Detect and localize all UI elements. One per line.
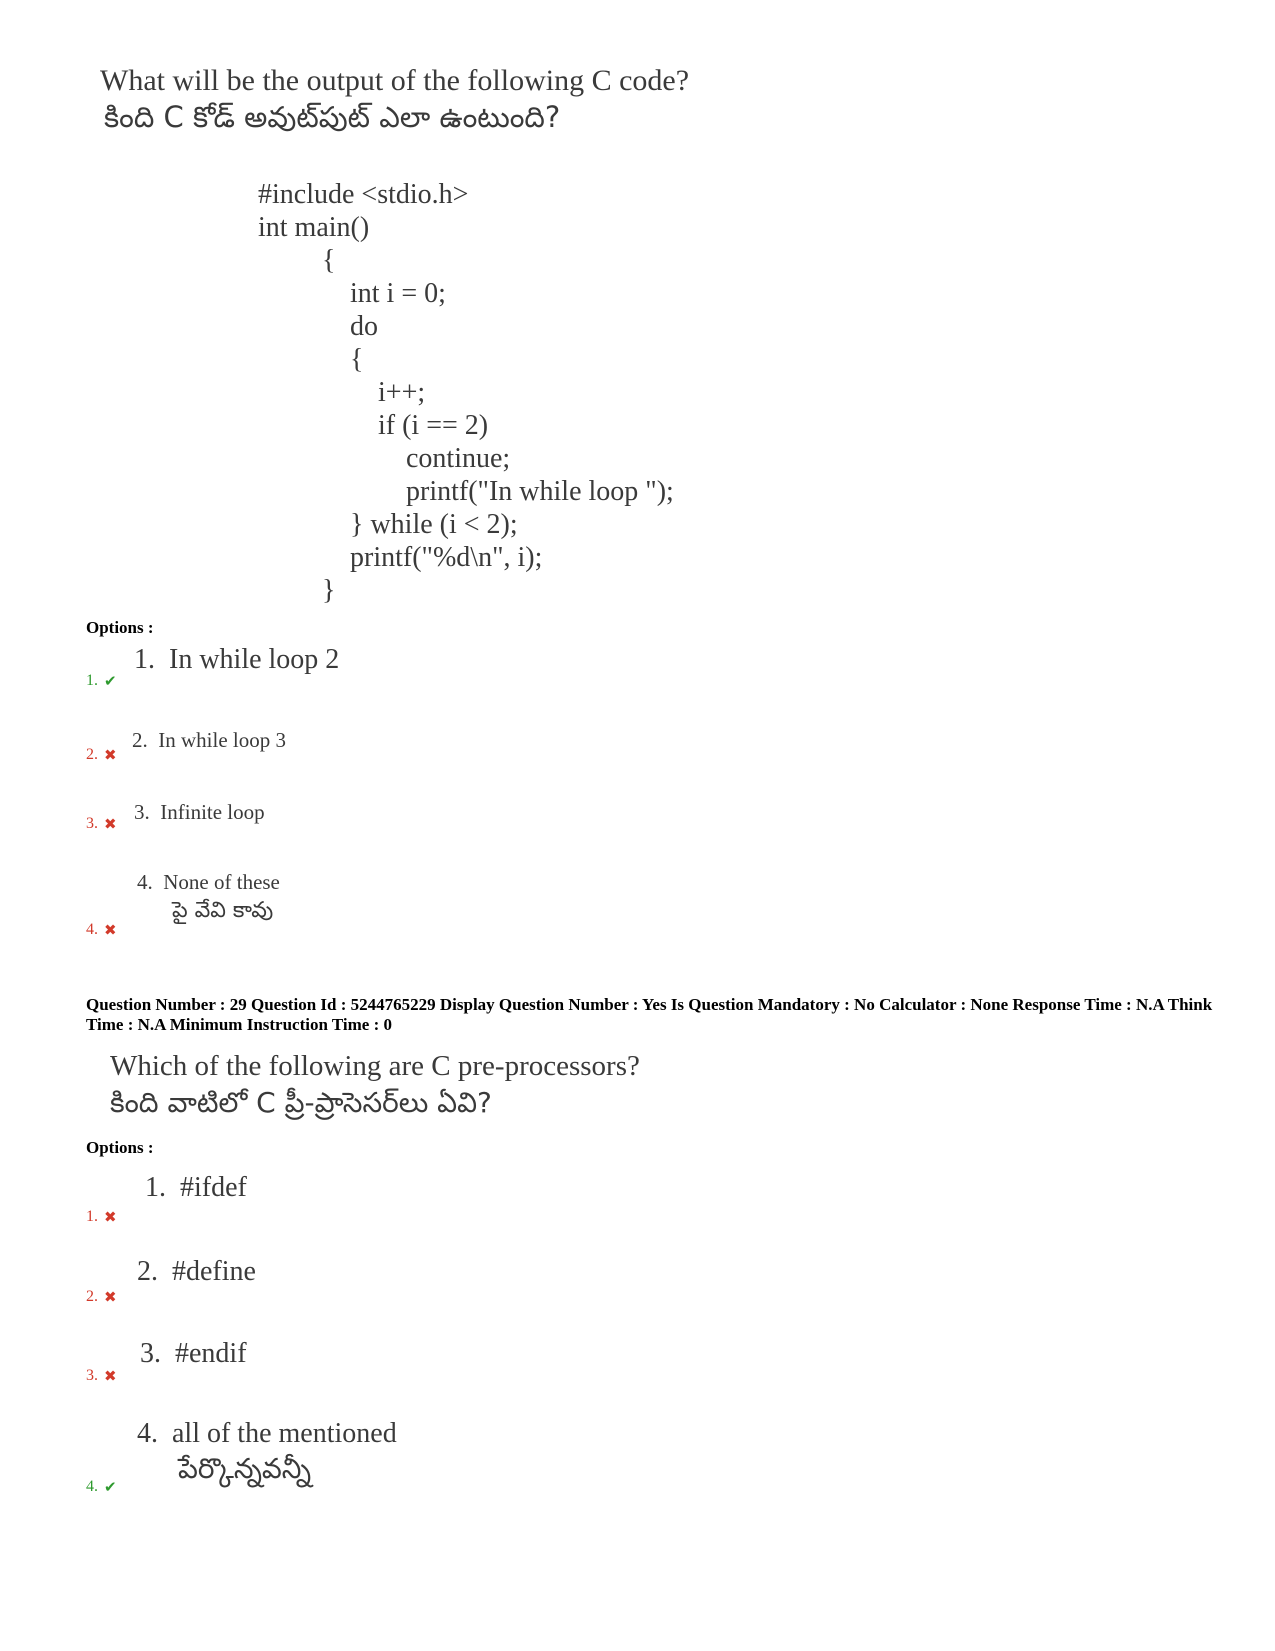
question-28-text-en: What will be the output of the following C code?	[100, 64, 690, 97]
option-text: #define	[172, 1256, 256, 1287]
cross-icon: ✖	[104, 746, 117, 764]
option-text: Infinite loop	[160, 800, 265, 824]
option-4-text-te: పేర్కొన్నవన్నీ	[178, 1452, 312, 1485]
option-3	[140, 1338, 247, 1370]
option-marker-number: 2.	[86, 746, 98, 763]
option-marker-number: 2.	[86, 1288, 98, 1305]
option-marker-number: 4.	[86, 1478, 98, 1495]
option-text: all of the mentioned	[172, 1418, 397, 1449]
option-marker-number: 3.	[86, 1367, 98, 1384]
option-number: 1.	[134, 644, 155, 675]
check-icon: ✔	[104, 1478, 117, 1496]
code-line: int main()	[258, 212, 370, 243]
code-line: {	[350, 344, 364, 375]
option-number: 3.	[134, 800, 150, 824]
option-3	[134, 800, 265, 825]
option-3-marker	[86, 1367, 117, 1385]
question-29-text-en: Which of the following are C pre-processors?	[110, 1050, 640, 1082]
code-line: i++;	[378, 377, 426, 408]
question-29-meta: Question Number : 29 Question Id : 5244765229 Display Question Number : Yes Is Question Mandatory : No Calculator : None Response Time : N.A Think Time : N.A Minimum Instruction Time : 0	[86, 995, 1213, 1034]
option-1-marker	[86, 1208, 117, 1226]
option-number: 4.	[137, 870, 153, 894]
code-line: } while (i < 2);	[350, 509, 518, 540]
cross-icon: ✖	[104, 1367, 117, 1385]
option-2-marker	[86, 1288, 117, 1306]
option-1	[145, 1172, 247, 1204]
option-3-marker	[86, 815, 117, 833]
option-2-marker	[86, 746, 117, 764]
option-text: In while loop 2	[169, 644, 340, 675]
options-label: Options :	[86, 618, 154, 637]
options-label: Options :	[86, 1138, 154, 1157]
option-number: 3.	[140, 1338, 161, 1369]
option-text: #ifdef	[180, 1172, 247, 1203]
option-number: 1.	[145, 1172, 166, 1203]
option-number: 2.	[137, 1256, 158, 1287]
option-1-marker	[86, 672, 117, 690]
option-4	[137, 870, 280, 895]
question-28-text-te: కింది C కోడ్ అవుట్‌పుట్ ఎలా ఉంటుంది?	[104, 100, 561, 134]
cross-icon: ✖	[104, 815, 117, 833]
check-icon: ✔	[104, 672, 117, 690]
option-marker-number: 1.	[86, 672, 98, 689]
option-4-marker	[86, 1478, 117, 1496]
question-29-text-te: కింది వాటిలో C ప్రీ-ప్రాసెసర్‌లు ఏవి?	[110, 1086, 492, 1119]
option-marker-number: 4.	[86, 921, 98, 938]
option-2	[132, 728, 286, 753]
option-number: 2.	[132, 728, 148, 752]
code-line: if (i == 2)	[378, 410, 489, 441]
cross-icon: ✖	[104, 921, 117, 939]
code-line: #include <stdio.h>	[258, 179, 469, 210]
code-line: printf("%d\n", i);	[350, 542, 543, 573]
code-line: continue;	[406, 443, 511, 474]
code-line: }	[322, 575, 336, 606]
option-text: In while loop 3	[158, 728, 286, 752]
code-line: printf("In while loop ");	[406, 476, 674, 507]
option-marker-number: 1.	[86, 1208, 98, 1225]
option-number: 4.	[137, 1418, 158, 1449]
option-4-marker	[86, 921, 117, 939]
option-1	[134, 644, 339, 676]
cross-icon: ✖	[104, 1208, 117, 1226]
option-4-text-te: పై వేవి కావు	[172, 898, 274, 923]
option-4	[137, 1418, 397, 1450]
code-line: do	[350, 311, 378, 342]
code-line: {	[322, 245, 336, 276]
cross-icon: ✖	[104, 1288, 117, 1306]
option-2	[137, 1256, 256, 1288]
option-marker-number: 3.	[86, 815, 98, 832]
option-text: None of these	[163, 870, 280, 894]
code-line: int i = 0;	[350, 278, 446, 309]
option-text: #endif	[175, 1338, 247, 1369]
